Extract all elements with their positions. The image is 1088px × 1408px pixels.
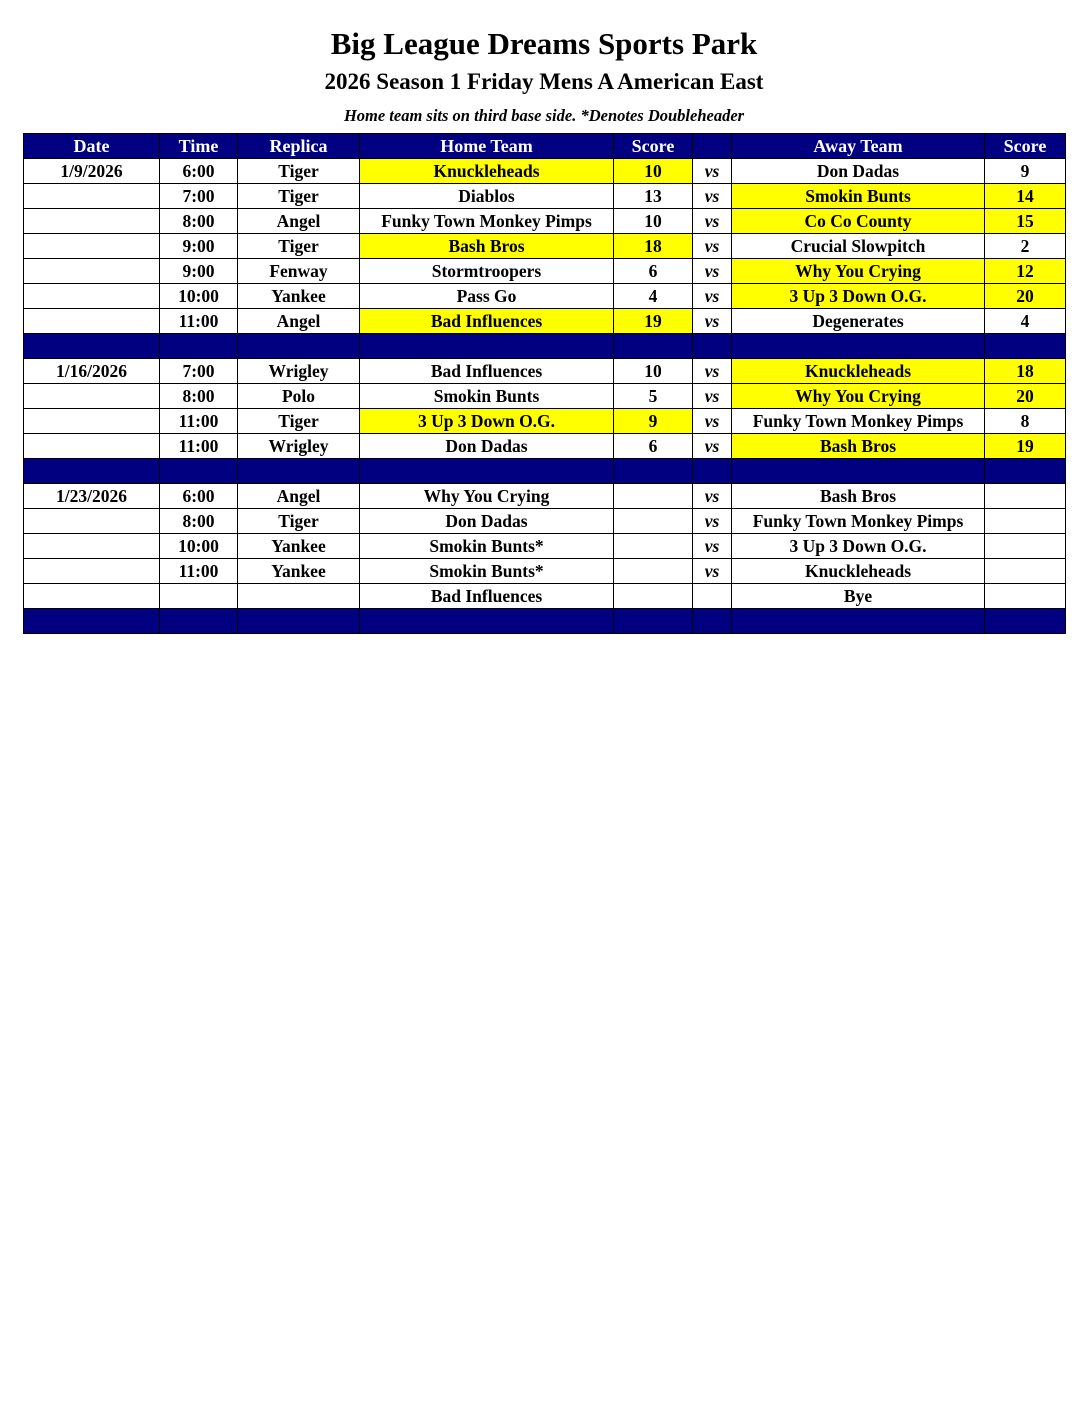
time-cell bbox=[160, 584, 238, 609]
home-team-cell: Funky Town Monkey Pimps bbox=[360, 209, 614, 234]
time-cell: 7:00 bbox=[160, 359, 238, 384]
date-cell bbox=[24, 284, 160, 309]
replica-cell: Angel bbox=[238, 309, 360, 334]
separator-cell bbox=[24, 459, 160, 484]
separator-cell bbox=[693, 609, 732, 634]
replica-cell: Angel bbox=[238, 484, 360, 509]
replica-cell: Tiger bbox=[238, 509, 360, 534]
date-cell bbox=[24, 509, 160, 534]
separator-cell bbox=[160, 609, 238, 634]
away-score-cell: 19 bbox=[985, 434, 1066, 459]
replica-cell: Tiger bbox=[238, 184, 360, 209]
separator-cell bbox=[985, 334, 1066, 359]
column-header-date: Date bbox=[24, 134, 160, 159]
table-row bbox=[24, 259, 1066, 284]
vs-cell: vs bbox=[693, 284, 732, 309]
replica-cell: Tiger bbox=[238, 234, 360, 259]
away-team-cell: Bye bbox=[732, 584, 985, 609]
table-row bbox=[24, 559, 1066, 584]
away-team-cell: Degenerates bbox=[732, 309, 985, 334]
separator-cell bbox=[360, 334, 614, 359]
column-header-away-score: Score bbox=[985, 134, 1066, 159]
vs-cell: vs bbox=[693, 259, 732, 284]
away-score-cell bbox=[985, 484, 1066, 509]
column-header-time: Time bbox=[160, 134, 238, 159]
away-team-cell: Don Dadas bbox=[732, 159, 985, 184]
away-score-cell: 14 bbox=[985, 184, 1066, 209]
home-score-cell: 10 bbox=[614, 359, 693, 384]
separator-cell bbox=[732, 609, 985, 634]
table-row bbox=[24, 159, 1066, 184]
away-score-cell bbox=[985, 534, 1066, 559]
home-score-cell: 18 bbox=[614, 234, 693, 259]
time-cell: 8:00 bbox=[160, 384, 238, 409]
home-score-cell bbox=[614, 584, 693, 609]
home-score-cell bbox=[614, 509, 693, 534]
separator-cell bbox=[732, 459, 985, 484]
away-score-cell: 12 bbox=[985, 259, 1066, 284]
home-team-cell: Diablos bbox=[360, 184, 614, 209]
separator-cell bbox=[985, 459, 1066, 484]
away-team-cell: Knuckleheads bbox=[732, 559, 985, 584]
home-team-cell: Don Dadas bbox=[360, 509, 614, 534]
away-team-cell: Bash Bros bbox=[732, 434, 985, 459]
separator-cell bbox=[693, 334, 732, 359]
away-score-cell: 20 bbox=[985, 284, 1066, 309]
table-row bbox=[24, 359, 1066, 384]
vs-cell: vs bbox=[693, 559, 732, 584]
column-header-vs bbox=[693, 134, 732, 159]
separator-cell bbox=[985, 609, 1066, 634]
date-cell bbox=[24, 584, 160, 609]
vs-cell: vs bbox=[693, 234, 732, 259]
away-score-cell: 15 bbox=[985, 209, 1066, 234]
table-row bbox=[24, 509, 1066, 534]
time-cell: 11:00 bbox=[160, 309, 238, 334]
away-team-cell: Co Co County bbox=[732, 209, 985, 234]
time-cell: 8:00 bbox=[160, 209, 238, 234]
schedule-table bbox=[23, 133, 1066, 634]
replica-cell: Yankee bbox=[238, 284, 360, 309]
vs-cell: vs bbox=[693, 484, 732, 509]
home-score-cell: 5 bbox=[614, 384, 693, 409]
separator-cell bbox=[238, 334, 360, 359]
time-cell: 10:00 bbox=[160, 534, 238, 559]
vs-cell: vs bbox=[693, 409, 732, 434]
away-team-cell: Knuckleheads bbox=[732, 359, 985, 384]
table-row bbox=[24, 284, 1066, 309]
away-score-cell: 4 bbox=[985, 309, 1066, 334]
separator-cell bbox=[693, 459, 732, 484]
page-subtitle: 2026 Season 1 Friday Mens A American East bbox=[324, 69, 764, 94]
home-team-cell: Don Dadas bbox=[360, 434, 614, 459]
table-row bbox=[24, 484, 1066, 509]
home-team-cell: Bad Influences bbox=[360, 309, 614, 334]
date-cell bbox=[24, 184, 160, 209]
separator-cell bbox=[614, 334, 693, 359]
replica-cell: Tiger bbox=[238, 409, 360, 434]
page-title: Big League Dreams Sports Park bbox=[330, 26, 758, 61]
away-team-cell: Funky Town Monkey Pimps bbox=[732, 409, 985, 434]
home-team-cell: Smokin Bunts* bbox=[360, 559, 614, 584]
away-score-cell bbox=[985, 509, 1066, 534]
vs-cell: vs bbox=[693, 434, 732, 459]
date-cell bbox=[24, 309, 160, 334]
date-cell bbox=[24, 384, 160, 409]
table-row bbox=[24, 209, 1066, 234]
replica-cell: Tiger bbox=[238, 159, 360, 184]
vs-cell: vs bbox=[693, 509, 732, 534]
table-row bbox=[24, 534, 1066, 559]
date-cell bbox=[24, 209, 160, 234]
date-cell bbox=[24, 409, 160, 434]
date-cell bbox=[24, 434, 160, 459]
table-row bbox=[24, 434, 1066, 459]
date-cell bbox=[24, 559, 160, 584]
table-row bbox=[24, 309, 1066, 334]
time-cell: 11:00 bbox=[160, 409, 238, 434]
home-team-cell: Bash Bros bbox=[360, 234, 614, 259]
away-score-cell bbox=[985, 584, 1066, 609]
separator-cell bbox=[614, 609, 693, 634]
separator-cell bbox=[24, 609, 160, 634]
column-header-away-team: Away Team bbox=[732, 134, 985, 159]
time-cell: 8:00 bbox=[160, 509, 238, 534]
separator-cell bbox=[160, 459, 238, 484]
vs-cell: vs bbox=[693, 534, 732, 559]
home-score-cell: 19 bbox=[614, 309, 693, 334]
date-cell: 1/16/2026 bbox=[24, 359, 160, 384]
table-header-row bbox=[24, 134, 1066, 159]
table-row bbox=[24, 584, 1066, 609]
time-cell: 9:00 bbox=[160, 259, 238, 284]
table-row bbox=[24, 234, 1066, 259]
time-cell: 6:00 bbox=[160, 159, 238, 184]
away-score-cell bbox=[985, 559, 1066, 584]
vs-cell: vs bbox=[693, 359, 732, 384]
away-team-cell: Funky Town Monkey Pimps bbox=[732, 509, 985, 534]
replica-cell: Wrigley bbox=[238, 434, 360, 459]
schedule-body bbox=[24, 159, 1066, 634]
away-team-cell: Bash Bros bbox=[732, 484, 985, 509]
vs-cell: vs bbox=[693, 184, 732, 209]
separator-cell bbox=[614, 459, 693, 484]
vs-cell: vs bbox=[693, 159, 732, 184]
vs-cell: vs bbox=[693, 384, 732, 409]
page-note: Home team sits on third base side. *Denotes Doubleheader bbox=[343, 106, 745, 125]
home-team-cell: 3 Up 3 Down O.G. bbox=[360, 409, 614, 434]
time-cell: 7:00 bbox=[160, 184, 238, 209]
home-team-cell: Smokin Bunts* bbox=[360, 534, 614, 559]
home-score-cell: 13 bbox=[614, 184, 693, 209]
date-cell: 1/23/2026 bbox=[24, 484, 160, 509]
away-team-cell: Why You Crying bbox=[732, 259, 985, 284]
home-team-cell: Why You Crying bbox=[360, 484, 614, 509]
home-team-cell: Stormtroopers bbox=[360, 259, 614, 284]
time-cell: 9:00 bbox=[160, 234, 238, 259]
home-team-cell: Bad Influences bbox=[360, 584, 614, 609]
column-header-home-score: Score bbox=[614, 134, 693, 159]
away-team-cell: Why You Crying bbox=[732, 384, 985, 409]
home-score-cell: 10 bbox=[614, 159, 693, 184]
away-score-cell: 20 bbox=[985, 384, 1066, 409]
replica-cell: Yankee bbox=[238, 534, 360, 559]
table-row bbox=[24, 184, 1066, 209]
separator-cell bbox=[732, 334, 985, 359]
week-separator-row bbox=[24, 609, 1066, 634]
replica-cell: Fenway bbox=[238, 259, 360, 284]
time-cell: 6:00 bbox=[160, 484, 238, 509]
column-header-home-team: Home Team bbox=[360, 134, 614, 159]
replica-cell bbox=[238, 584, 360, 609]
separator-cell bbox=[160, 334, 238, 359]
column-header-replica: Replica bbox=[238, 134, 360, 159]
home-score-cell: 9 bbox=[614, 409, 693, 434]
time-cell: 11:00 bbox=[160, 434, 238, 459]
table-row bbox=[24, 409, 1066, 434]
separator-cell bbox=[24, 334, 160, 359]
date-cell bbox=[24, 534, 160, 559]
replica-cell: Yankee bbox=[238, 559, 360, 584]
separator-cell bbox=[360, 609, 614, 634]
vs-cell bbox=[693, 584, 732, 609]
away-score-cell: 2 bbox=[985, 234, 1066, 259]
home-team-cell: Bad Influences bbox=[360, 359, 614, 384]
home-score-cell: 4 bbox=[614, 284, 693, 309]
separator-cell bbox=[238, 609, 360, 634]
replica-cell: Polo bbox=[238, 384, 360, 409]
week-separator-row bbox=[24, 334, 1066, 359]
date-cell bbox=[24, 259, 160, 284]
table-row bbox=[24, 384, 1066, 409]
home-score-cell bbox=[614, 559, 693, 584]
away-team-cell: Crucial Slowpitch bbox=[732, 234, 985, 259]
away-score-cell: 18 bbox=[985, 359, 1066, 384]
vs-cell: vs bbox=[693, 209, 732, 234]
home-team-cell: Knuckleheads bbox=[360, 159, 614, 184]
home-score-cell: 6 bbox=[614, 434, 693, 459]
vs-cell: vs bbox=[693, 309, 732, 334]
separator-cell bbox=[360, 459, 614, 484]
home-score-cell: 6 bbox=[614, 259, 693, 284]
time-cell: 10:00 bbox=[160, 284, 238, 309]
home-score-cell bbox=[614, 534, 693, 559]
replica-cell: Wrigley bbox=[238, 359, 360, 384]
date-cell: 1/9/2026 bbox=[24, 159, 160, 184]
replica-cell: Angel bbox=[238, 209, 360, 234]
away-team-cell: Smokin Bunts bbox=[732, 184, 985, 209]
time-cell: 11:00 bbox=[160, 559, 238, 584]
separator-cell bbox=[238, 459, 360, 484]
week-separator-row bbox=[24, 459, 1066, 484]
home-team-cell: Pass Go bbox=[360, 284, 614, 309]
away-team-cell: 3 Up 3 Down O.G. bbox=[732, 284, 985, 309]
away-score-cell: 9 bbox=[985, 159, 1066, 184]
date-cell bbox=[24, 234, 160, 259]
home-score-cell bbox=[614, 484, 693, 509]
home-team-cell: Smokin Bunts bbox=[360, 384, 614, 409]
away-team-cell: 3 Up 3 Down O.G. bbox=[732, 534, 985, 559]
away-score-cell: 8 bbox=[985, 409, 1066, 434]
home-score-cell: 10 bbox=[614, 209, 693, 234]
